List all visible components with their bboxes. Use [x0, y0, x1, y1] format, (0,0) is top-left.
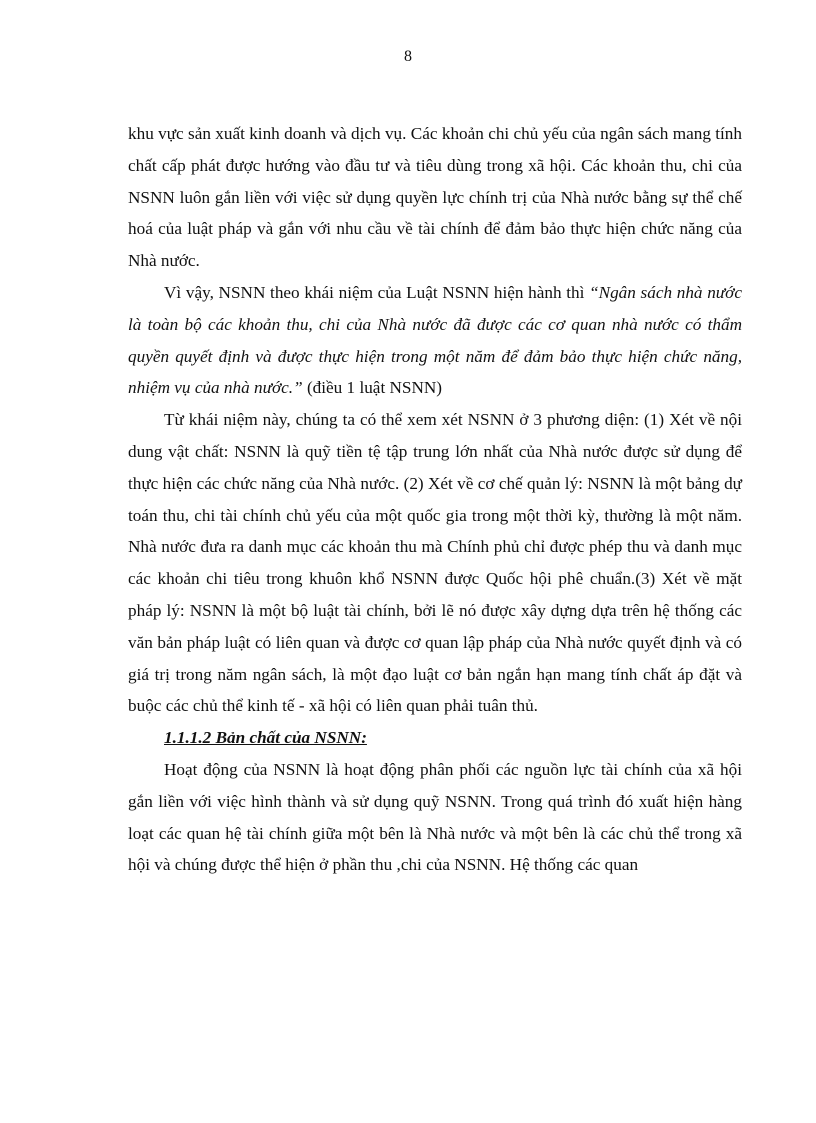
- section-heading: 1.1.1.2 Bản chất của NSNN:: [164, 728, 367, 748]
- page-number: 8: [404, 48, 412, 65]
- paragraph-continuation: khu vực sản xuất kinh doanh và dịch vụ. Các khoản chi chủ yếu của ngân sách mang tính chất cấp phát được hướng vào đầu tư và tiêu dùng trong xã hội. Các khoản thu, chi của NSNN luôn gắn liền với việc sử dụng quyền lực chính trị của Nhà nước bằng sự thể chế hoá của luật pháp và gắn với nhu cầu về tài chính để đảm bảo thực hiện chức năng của Nhà nước.: [128, 124, 742, 271]
- document-body: [128, 118, 742, 881]
- paragraph-nature: Hoạt động của NSNN là hoạt động phân phối các nguồn lực tài chính của xã hội gắn liền với việc hình thành và sử dụng quỹ NSNN. Trong quá trình đó xuất hiện hàng loạt các quan hệ tài chính giữa một bên là Nhà nước và một bên là các chủ thể trong xã hội và chúng được thể hiện ở phần thu ,chi của NSNN. Hệ thống các quan: [128, 759, 742, 875]
- definition-quote: “Ngân sách nhà nước là toàn bộ các khoản thu, chi của Nhà nước đã được các cơ quan nhà nước có thẩm quyền quyết định và được thực hiện trong một năm để đảm bảo thực hiện chức năng, nhiệm vụ của nhà nước.”: [128, 282, 742, 398]
- paragraph-definition: [128, 277, 742, 404]
- paragraph-aspects: Từ khái niệm này, chúng ta có thể xem xét NSNN ở 3 phương diện: (1) Xét về nội dung vật chất: NSNN là quỹ tiền tệ tập trung lớn nhất của Nhà nước được sử dụng để thực hiện các chức năng của Nhà nước. (2) Xét về cơ chế quản lý: NSNN là một bảng dự toán thu, chi tài chính chủ yếu của một quốc gia trong một thời kỳ, thường là một năm. Nhà nước đưa ra danh mục các khoản thu mà Chính phủ chỉ được phép thu và danh mục các khoản chi tiêu trong khuôn khổ NSNN được Quốc hội phê chuẩn.(3) Xét về mặt pháp lý: NSNN là một bộ luật tài chính, bởi lẽ nó được xây dựng dựa trên hệ thống các văn bản pháp luật có liên quan và được cơ quan lập pháp của Nhà nước quyết định và có giá trị trong năm ngân sách, là một đạo luật cơ bản ngắn hạn mang tính chất áp đặt và buộc các chủ thể kinh tế - xã hội có liên quan phải tuân thủ.: [128, 410, 742, 716]
- definition-lead: Vì vậy, NSNN theo khái niệm của Luật NSNN hiện hành thì: [164, 282, 590, 302]
- definition-citation: (điều 1 luật NSNN): [302, 378, 443, 398]
